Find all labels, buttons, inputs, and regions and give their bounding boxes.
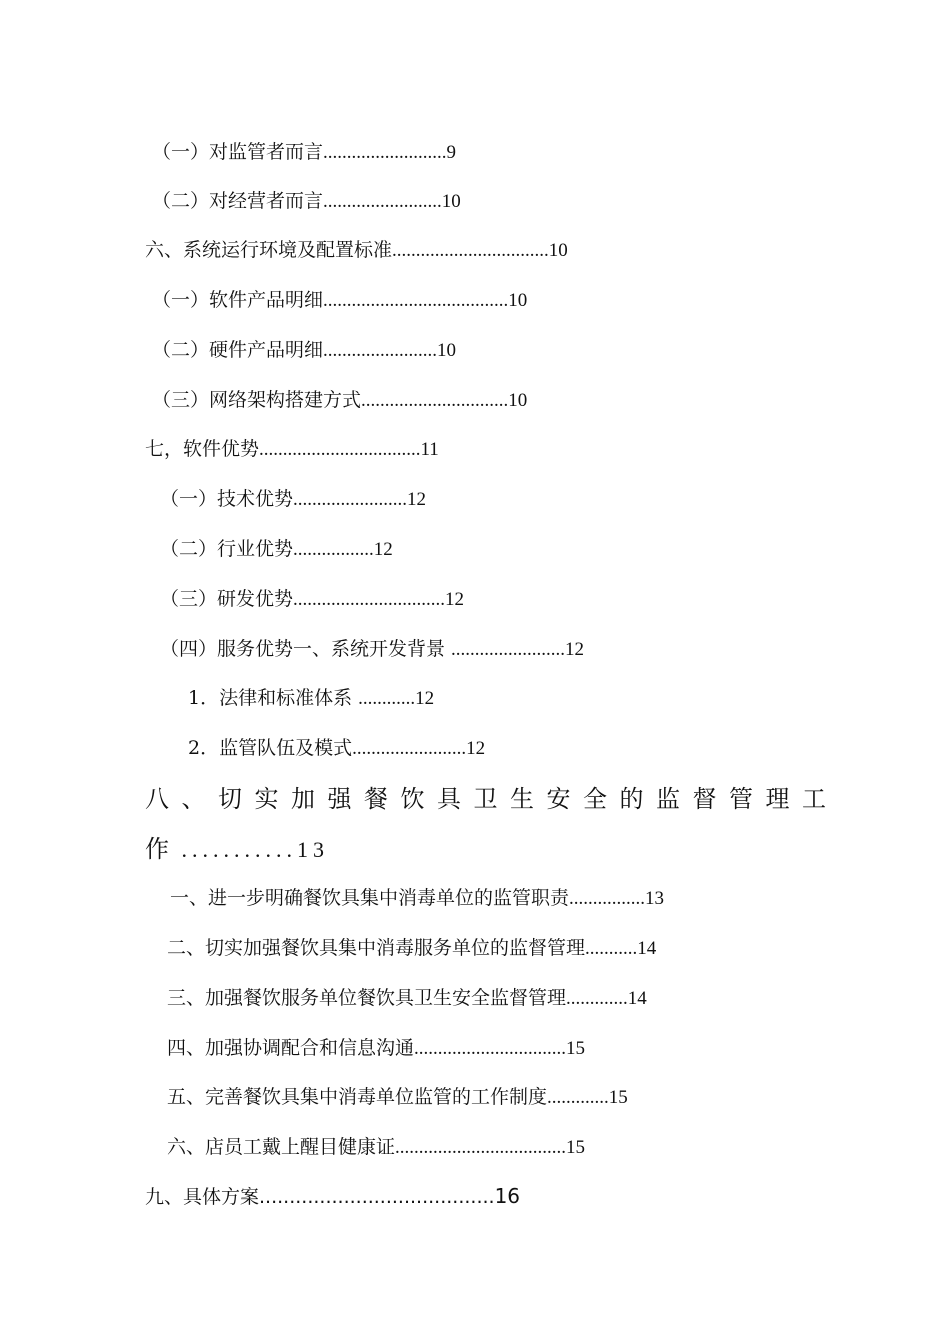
- toc-entry[interactable]: [145, 834, 329, 865]
- toc-page-number: 12: [445, 589, 465, 610]
- toc-title: 六、店员工戴上醒目健康证: [167, 1136, 396, 1158]
- toc-title: 七，软件优势: [145, 438, 260, 460]
- toc-entry[interactable]: [160, 487, 426, 512]
- toc-title: （三）网络架构搭建方式: [152, 389, 362, 411]
- toc-leader: ................................: [414, 1038, 567, 1059]
- toc-page-number: 16: [494, 1184, 521, 1208]
- toc-title: （四）服务优势一、系统开发背景: [160, 638, 452, 660]
- toc-title: 2．监管队伍及模式: [188, 737, 353, 759]
- toc-entry[interactable]: [167, 936, 656, 961]
- toc-title: 四、加强协调配合和信息沟通: [167, 1037, 415, 1059]
- toc-title: （二）对经营者而言: [152, 190, 324, 212]
- toc-entry[interactable]: [152, 140, 456, 165]
- toc-leader: ........................: [323, 340, 438, 361]
- toc-entry[interactable]: [188, 686, 434, 711]
- toc-entry[interactable]: [160, 637, 584, 662]
- toc-leader: ....................................: [395, 1137, 567, 1158]
- toc-page-number: 11: [420, 439, 439, 460]
- toc-entry[interactable]: [152, 338, 456, 363]
- toc-title: （一）对监管者而言: [152, 141, 324, 163]
- toc-entry[interactable]: [160, 537, 393, 562]
- toc-page-number: 13: [297, 837, 329, 862]
- toc-page-number: 10: [437, 340, 457, 361]
- toc-entry[interactable]: [188, 736, 485, 761]
- toc-leader: ...........: [585, 938, 638, 959]
- toc-page-number: 14: [627, 988, 647, 1009]
- toc-page-number: 12: [407, 489, 427, 510]
- toc-page-number: 15: [566, 1038, 586, 1059]
- toc-title: （三）研发优势: [160, 588, 294, 610]
- toc-entry[interactable]: [152, 288, 527, 313]
- toc-leader: ...........: [181, 837, 297, 862]
- toc-entry[interactable]: [145, 1184, 520, 1209]
- toc-leader: .................................: [392, 240, 549, 261]
- toc-entry[interactable]: [170, 886, 664, 911]
- toc-page-number: 10: [508, 390, 528, 411]
- toc-leader: ................: [569, 888, 646, 909]
- toc-page-number: 14: [637, 938, 657, 959]
- toc-leader: ........................: [293, 489, 408, 510]
- toc-title: 三、加强餐饮服务单位餐饮具卫生安全监督管理: [167, 987, 567, 1009]
- toc-title: 五、完善餐饮具集中消毒单位监管的工作制度: [167, 1086, 548, 1108]
- toc-leader: ..........................: [323, 142, 447, 163]
- toc-title: 九、具体方案: [145, 1186, 260, 1208]
- toc-leader: .............: [566, 988, 628, 1009]
- toc-title: 八、切实加强餐饮具卫生安全的监督管理工: [145, 785, 839, 813]
- toc-title: （一）软件产品明细: [152, 289, 324, 311]
- toc-title: 1．法律和标准体系: [188, 687, 359, 709]
- toc-leader: .......................................: [259, 1186, 495, 1208]
- toc-leader: ............: [358, 688, 416, 709]
- toc-entry[interactable]: [145, 238, 568, 263]
- toc-title: （一）技术优势: [160, 488, 294, 510]
- toc-page-number: 9: [446, 142, 457, 163]
- toc-title: （二）硬件产品明细: [152, 339, 324, 361]
- toc-entry[interactable]: [167, 1135, 585, 1160]
- toc-leader: ........................: [451, 639, 566, 660]
- toc-title: 一、进一步明确餐饮具集中消毒单位的监管职责: [170, 887, 570, 909]
- toc-leader: .............: [547, 1087, 609, 1108]
- toc-leader: ..................................: [259, 439, 421, 460]
- toc-entry[interactable]: [145, 784, 839, 814]
- toc-page-number: 12: [466, 738, 486, 759]
- toc-page-number: 10: [548, 240, 568, 261]
- toc-leader: .................: [293, 539, 374, 560]
- toc-entry[interactable]: [145, 437, 439, 462]
- toc-entry[interactable]: [167, 1036, 585, 1061]
- toc-entry[interactable]: [152, 388, 527, 413]
- toc-page-number: 10: [508, 290, 528, 311]
- toc-leader: ................................: [293, 589, 446, 610]
- toc-title: 六、系统运行环境及配置标准: [145, 239, 393, 261]
- toc-entry[interactable]: [167, 1085, 628, 1110]
- toc-leader: .........................: [323, 191, 442, 212]
- toc-title: （二）行业优势: [160, 538, 294, 560]
- toc-page-number: 13: [645, 888, 665, 909]
- toc-entry[interactable]: [167, 986, 647, 1011]
- toc-leader: ........................: [352, 738, 467, 759]
- toc-page-number: 15: [566, 1137, 586, 1158]
- toc-leader: .......................................: [323, 290, 509, 311]
- toc-page-number: 15: [608, 1087, 628, 1108]
- toc-page-number: 12: [373, 539, 393, 560]
- toc-entry[interactable]: [152, 189, 461, 214]
- toc-page-number: 10: [441, 191, 461, 212]
- toc-title: 二、切实加强餐饮具集中消毒服务单位的监督管理: [167, 937, 586, 959]
- toc-page-number: 12: [415, 688, 435, 709]
- toc-entry[interactable]: [160, 587, 464, 612]
- toc-title: 作: [145, 835, 182, 863]
- toc-page-number: 12: [565, 639, 585, 660]
- toc-leader: ...............................: [361, 390, 509, 411]
